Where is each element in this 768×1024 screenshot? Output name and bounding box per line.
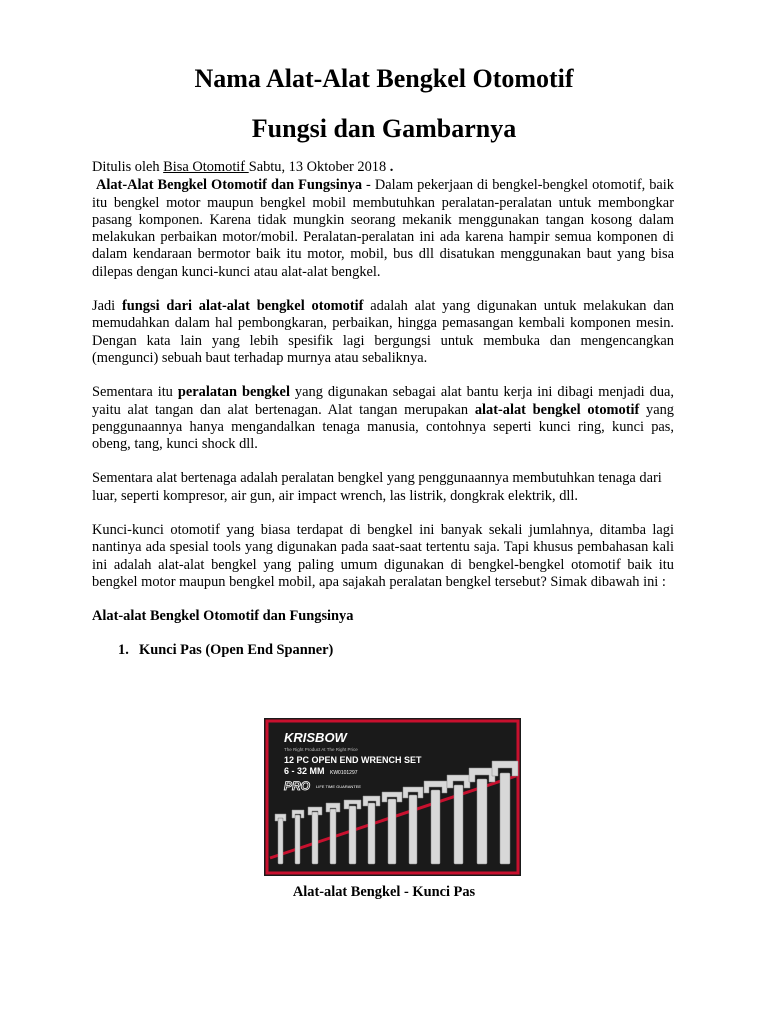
brand-tagline: The Right Product At The Right Price: [284, 747, 358, 752]
pro-badge: PRO: [284, 779, 311, 793]
paragraph-function-bold: fungsi dari alat-alat bengkel otomotif: [121, 298, 364, 315]
paragraph-equipment-bold1: peralatan bengkel: [177, 384, 290, 401]
page-title-line2: Fungsi dan Gambarnya: [251, 114, 517, 143]
paragraph-equipment: [92, 384, 674, 453]
article-meta: [92, 159, 674, 176]
section-heading: Alat-alat Bengkel Otomotif dan Fungsinya: [92, 608, 354, 625]
product-code: KW0101297: [330, 770, 358, 776]
paragraph-equipment-lead: Sementara itu: [92, 384, 178, 401]
image-caption: Alat-alat Bengkel - Kunci Pas: [292, 884, 476, 900]
list-item-number: 1.: [118, 641, 129, 658]
paragraph-equipment-text: yang penggunaannya hanya mengandalkan tenaga manusia, contohnya seperti kunci ring, kunci pas, obeng, tang, kunci shock dll.: [92, 401, 674, 453]
author-link[interactable]: Bisa Otomotif: [163, 159, 249, 175]
paragraph-keys: Kunci-kunci otomotif yang biasa terdapat di bengkel ini banyak sekali jumlahnya, ditamba lagi nantinya ada spesial tools yang digunakan pada saat-saat tertentu saja. Tapi khusus pembahasan kali ini adalah alat-alat bengkel yang paling umum digunakan di bengkel-bengkel otomotif baik itu bengkel motor maupun bengkel mobil, apa sajakah peralatan bengkel tersebut? Simak dibawah ini :: [92, 522, 674, 590]
paragraph-function-text: adalah alat yang digunakan untuk melakukan dan memudahkan dalam hal pembongkaran, perbaikan, hingga pemasangan kembali komponen mesin. Dengan kata lain yang lebih spesifik lagi bergungsi untuk membuka dan mengencangkan (mengunci) sebuah baut terhadap murnya atau sebaliknya.: [92, 298, 674, 366]
list-item-label: Kunci Pas (Open End Spanner): [139, 641, 334, 658]
product-name: 12 PC OPEN END WRENCH SET: [284, 755, 422, 765]
paragraph-intro-text: - Dalam pekerjaan di bengkel-bengkel otomotif, baik itu bengkel motor maupun bengkel mobil membutuhkan peralatan-peralatan untuk membongkar pasang komponen. Karena tidak mungkin seorang mekanik menggunakan tangan kosong dalam melakukan perbaikan motor/mobil. Peralatan-peralatan ini ada karena hampir semua komponen di dalam kendaraan bermotor baik itu motor, mobil, bus dll disatukan menggunakan baut yang bisa dilepas dengan kunci-kunci atau alat-alat bengkel.: [92, 177, 674, 280]
paragraph-intro: [92, 177, 674, 281]
paragraph-function: [92, 298, 674, 367]
paragraph-function-lead: Jadi: [92, 298, 122, 315]
paragraph-equipment-bold2: alat-alat bengkel otomotif: [474, 401, 640, 418]
brand-logo: KRISBOW: [284, 730, 347, 745]
meta-suffix: .: [386, 159, 394, 175]
page-title-line1: Nama Alat-Alat Bengkel Otomotif: [194, 64, 574, 93]
meta-date: Sabtu, 13 Oktober 2018: [248, 159, 387, 175]
paragraph-intro-bold: Alat-Alat Bengkel Otomotif dan Fungsinya: [95, 177, 363, 194]
size-range: 6 - 32 MM: [284, 766, 325, 776]
meta-prefix: Ditulis oleh: [92, 159, 164, 175]
article-body: [92, 159, 674, 659]
wrench-set-image: [264, 718, 521, 876]
lifetime-badge: LIFE TIME GUARANTEE: [316, 784, 362, 789]
paragraph-equipment-mid: yang digunakan sebagai alat bantu kerja ini dibagi menjadi dua, yaitu alat tangan dan alat bertenagan. Alat tangan merupakan: [92, 384, 674, 418]
list-item: [118, 642, 674, 659]
paragraph-powered: Sementara alat bertenaga adalah peralatan bengkel yang penggunaannya membutuhkan tenaga dari luar, seperti kompresor, air gun, air impact wrench, las listrik, dongkrak elektrik, dll.: [92, 470, 662, 504]
wrench-set-illustration: [264, 718, 521, 876]
